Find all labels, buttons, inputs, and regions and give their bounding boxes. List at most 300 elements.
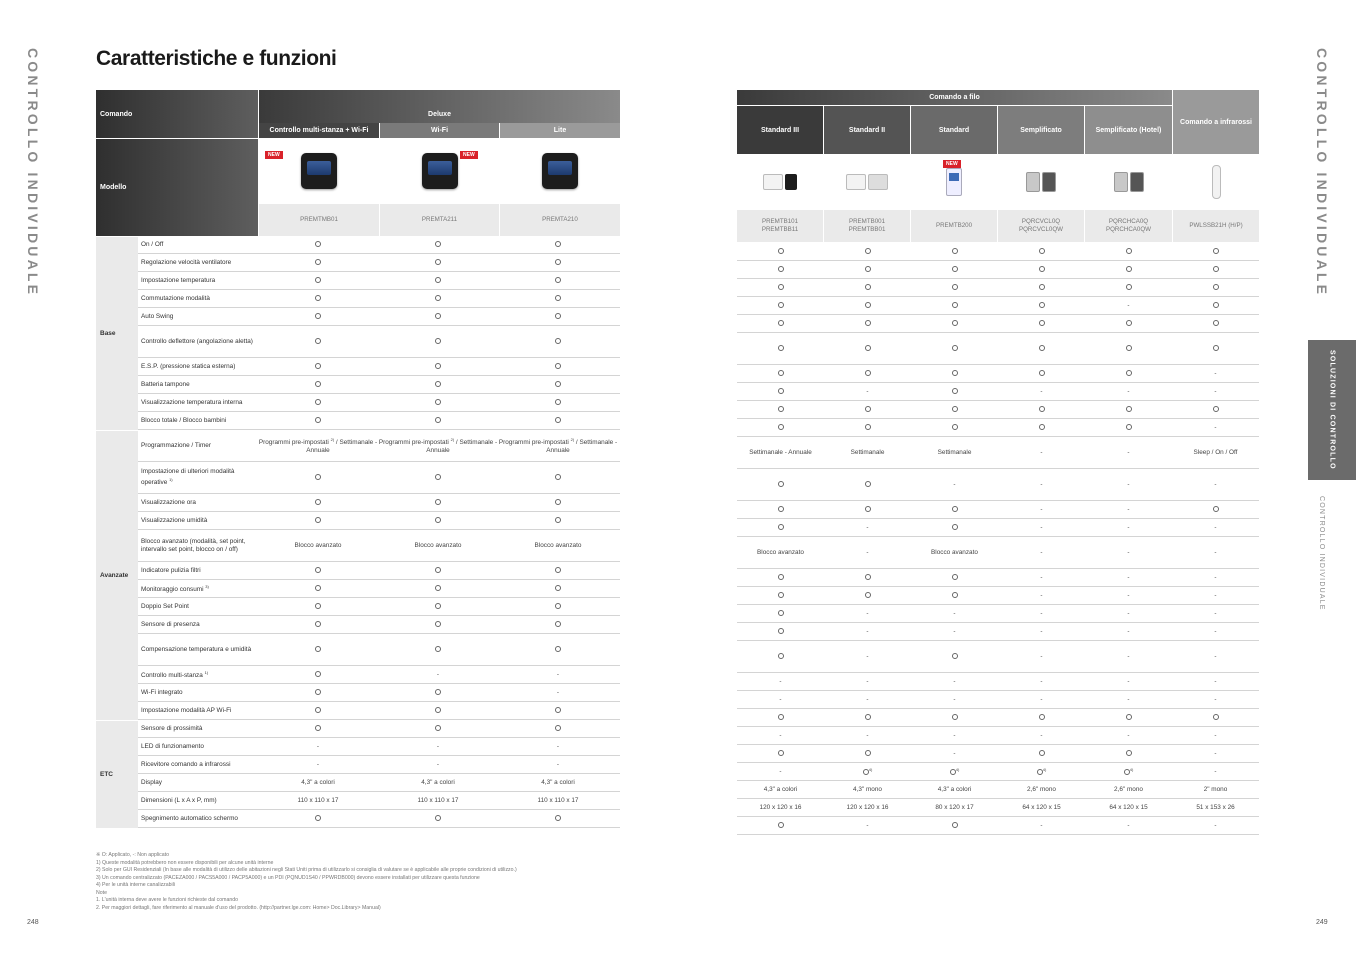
table-row <box>138 666 620 684</box>
table-cell: - <box>866 387 869 395</box>
circle-applied-icon <box>435 517 441 523</box>
comando-infrarossi-header: Comando a infrarossi <box>1173 90 1259 154</box>
feature-label: Monitoraggio consumi $^{3)}$ <box>141 583 209 594</box>
table-cell <box>498 313 618 321</box>
table-cell <box>498 295 618 303</box>
side-title-left: CONTROLLO INDIVIDUALE <box>25 48 41 298</box>
table-cell <box>1085 424 1172 432</box>
table-cell <box>258 313 378 321</box>
circle-applied-icon <box>435 689 441 695</box>
circle-applied-icon <box>555 338 561 344</box>
table-row <box>737 641 1259 673</box>
table-cell: - <box>556 670 560 678</box>
circle-applied-icon <box>952 345 958 351</box>
table-cell: - <box>1127 448 1130 456</box>
circle-applied-icon <box>1039 320 1045 326</box>
table-cell: - <box>1040 652 1043 660</box>
footnotes <box>96 852 517 912</box>
table-cell <box>911 406 998 414</box>
table-row <box>737 691 1259 709</box>
device-image-pqrchca0q <box>1085 156 1172 208</box>
circle-applied-icon <box>1126 406 1132 412</box>
table-cell: - <box>1127 573 1130 581</box>
table-cell: - <box>953 695 956 703</box>
table-cell <box>258 585 378 593</box>
table-cell <box>824 345 911 353</box>
circle-applied-icon <box>952 822 958 828</box>
table-row <box>737 781 1259 799</box>
circle-applied-icon <box>555 399 561 405</box>
new-badge: NEW <box>943 160 961 168</box>
circle-applied-icon <box>865 284 871 290</box>
table-cell <box>737 628 824 636</box>
table-cell <box>258 338 378 346</box>
table-cell <box>1172 284 1259 292</box>
table-cell: - <box>1214 548 1217 556</box>
table-row <box>737 763 1259 781</box>
footnote-line: Note <box>96 889 107 896</box>
table-cell: - <box>1127 731 1130 739</box>
table-cell: Programmi pre-impostati $^{2)}$ / Settimanale - Annuale <box>258 436 378 455</box>
circle-applied-icon <box>555 474 561 480</box>
footnote-line: 1) Queste modalità potrebbero non essere disponibili per alcune unità interne <box>96 859 274 866</box>
circle-applied-icon <box>1039 345 1045 351</box>
table-row <box>138 494 620 512</box>
table-cell: - <box>1127 523 1130 531</box>
table-row <box>737 333 1259 365</box>
table-cell <box>737 822 824 830</box>
table-cell <box>824 266 911 274</box>
col-semplificato-hotel: Semplificato (Hotel) <box>1085 106 1172 154</box>
table-cell: Settimanale <box>937 448 972 456</box>
device-image-premtb001 <box>824 156 910 208</box>
circle-applied-icon <box>555 707 561 713</box>
circle-applied-icon <box>315 399 321 405</box>
col-header-wifi: Wi-Fi <box>380 123 499 138</box>
table-cell: 2" mono <box>1203 785 1228 793</box>
table-cell <box>378 277 498 285</box>
circle-applied-icon <box>1039 302 1045 308</box>
table-cell <box>258 707 378 715</box>
table-cell <box>824 424 911 432</box>
circle-applied-icon <box>952 266 958 272</box>
controller-icon <box>1026 172 1040 192</box>
table-cell: 110 x 110 x 17 <box>417 796 459 804</box>
circle-applied-icon <box>778 610 784 616</box>
table-cell: - <box>866 695 869 703</box>
table-cell: - <box>866 652 869 660</box>
table-cell: - <box>1127 387 1130 395</box>
page-title: Caratteristiche e funzioni <box>96 47 337 70</box>
model-line: PREMTB101 PREMTBB11 <box>761 218 799 233</box>
table-cell <box>1085 714 1172 722</box>
left-table-header <box>96 90 620 236</box>
table-cell <box>378 585 498 593</box>
feature-label: Impostazione di ulteriori modalità operative $^{1)}$ <box>141 467 235 487</box>
circle-applied-icon <box>865 345 871 351</box>
circle-applied-icon <box>778 714 784 720</box>
table-cell <box>378 474 498 482</box>
circle-applied-icon <box>865 574 871 580</box>
new-badge: NEW <box>460 151 478 159</box>
circle-applied-icon <box>1039 284 1045 290</box>
circle-applied-icon <box>778 653 784 659</box>
table-cell <box>911 370 998 378</box>
table-cell: Blocco avanzato <box>931 548 978 556</box>
col-header-multistanza: Controllo multi-stanza + Wi-Fi <box>259 123 379 138</box>
table-cell: - <box>779 677 782 685</box>
circle-applied-icon <box>435 707 441 713</box>
comando-filo-header: Comando a filo <box>737 90 1172 105</box>
table-cell: Blocco avanzato <box>757 548 804 556</box>
circle-applied-icon <box>952 574 958 580</box>
side-tab-soluzioni[interactable]: SOLUZIONI DI CONTROLLO <box>1308 340 1356 480</box>
table-cell: 4) <box>911 766 998 777</box>
circle-applied-icon <box>952 653 958 659</box>
feature-label: Compensazione temperatura e umidità <box>141 645 252 653</box>
circle-applied-icon <box>952 388 958 394</box>
table-row <box>138 562 620 580</box>
table-row <box>138 308 620 326</box>
circle-applied-icon <box>1039 406 1045 412</box>
table-cell: - <box>866 731 869 739</box>
table-row <box>138 702 620 720</box>
table-row <box>138 738 620 756</box>
table-row <box>138 530 620 562</box>
feature-label: LED di funzionamento <box>141 742 204 750</box>
table-row <box>138 462 620 494</box>
table-cell <box>498 399 618 407</box>
circle-applied-icon <box>865 370 871 376</box>
table-cell <box>1085 750 1172 758</box>
circle-applied-icon <box>778 481 784 487</box>
table-row <box>737 315 1259 333</box>
table-cell <box>737 302 824 310</box>
table-row <box>138 430 620 462</box>
circle-applied-icon <box>1039 424 1045 430</box>
table-cell <box>1085 345 1172 353</box>
table-row <box>737 709 1259 727</box>
table-cell: 51 x 153 x 26 <box>1196 803 1235 811</box>
circle-applied-icon <box>555 646 561 652</box>
table-row <box>737 817 1259 835</box>
table-cell <box>911 714 998 722</box>
new-badge: NEW <box>265 151 283 159</box>
table-row <box>138 376 620 394</box>
table-cell: - <box>1214 695 1217 703</box>
circle-applied-icon <box>435 241 441 247</box>
circle-applied-icon <box>1213 302 1219 308</box>
table-cell: - <box>1214 369 1217 377</box>
table-cell <box>737 574 824 582</box>
table-cell: - <box>1214 609 1217 617</box>
table-row <box>737 537 1259 569</box>
table-cell <box>1085 266 1172 274</box>
feature-label: Batteria tampone <box>141 380 190 388</box>
deluxe-header: Deluxe <box>259 105 620 123</box>
table-cell <box>737 524 824 532</box>
table-cell <box>498 603 618 611</box>
circle-applied-icon <box>555 381 561 387</box>
table-cell <box>824 320 911 328</box>
feature-label: Wi-Fi integrato <box>141 688 183 696</box>
col-standard: Standard <box>911 106 997 154</box>
table-cell <box>378 363 498 371</box>
table-cell: - <box>1214 749 1217 757</box>
table-cell <box>258 417 378 425</box>
table-cell <box>498 646 618 654</box>
table-cell <box>824 592 911 600</box>
table-cell: Programmi pre-impostati $^{2)}$ / Settimanale - Annuale <box>378 436 498 455</box>
table-cell <box>258 689 378 697</box>
table-cell: Programmi pre-impostati $^{2)}$ / Settimanale - Annuale <box>498 436 618 455</box>
feature-label: Sensore di presenza <box>141 620 200 628</box>
table-cell: - <box>316 742 320 750</box>
circle-applied-icon <box>778 266 784 272</box>
table-cell <box>737 320 824 328</box>
table-cell <box>1172 714 1259 722</box>
model-line: PWLSSB21H (H/P) <box>1189 222 1243 229</box>
table-cell <box>1172 406 1259 414</box>
circle-applied-icon <box>435 295 441 301</box>
circle-applied-icon <box>315 567 321 573</box>
table-row <box>737 365 1259 383</box>
circle-applied-icon <box>865 506 871 512</box>
circle-applied-icon <box>555 567 561 573</box>
table-row <box>138 394 620 412</box>
table-cell: - <box>316 760 320 768</box>
table-cell: - <box>1214 731 1217 739</box>
table-cell: - <box>953 480 956 488</box>
table-cell: - <box>1040 609 1043 617</box>
circle-applied-icon <box>952 714 958 720</box>
device-image-premta210 <box>500 139 620 203</box>
table-cell <box>1172 248 1259 256</box>
circle-applied-icon <box>1126 750 1132 756</box>
circle-applied-icon <box>555 259 561 265</box>
table-cell: - <box>1127 677 1130 685</box>
controller-icon <box>1130 172 1144 192</box>
table-cell <box>498 417 618 425</box>
circle-applied-icon <box>435 277 441 283</box>
table-cell <box>824 714 911 722</box>
table-row <box>737 519 1259 537</box>
device-image-pqrcvcl0q <box>998 156 1084 208</box>
feature-label: Blocco avanzato (modalità, set point, intervallo set point, blocco on / off) <box>141 537 246 553</box>
table-cell: Sleep / On / Off <box>1193 448 1238 456</box>
feature-label: Impostazione modalità AP Wi-Fi <box>141 706 232 714</box>
table-cell <box>498 259 618 267</box>
feature-label: Auto Swing <box>141 312 174 320</box>
controller-icon <box>785 174 797 190</box>
table-cell <box>737 370 824 378</box>
table-cell <box>1085 320 1172 328</box>
table-cell: - <box>1214 677 1217 685</box>
table-cell: - <box>1127 548 1130 556</box>
circle-applied-icon <box>315 725 321 731</box>
circle-applied-icon <box>865 406 871 412</box>
deluxe-bar-top <box>259 90 620 105</box>
table-cell <box>378 381 498 389</box>
table-cell <box>737 406 824 414</box>
circle-applied-icon <box>435 313 441 319</box>
circle-applied-icon <box>315 381 321 387</box>
circle-applied-icon <box>778 424 784 430</box>
table-cell: - <box>556 760 560 768</box>
circle-applied-icon <box>1213 248 1219 254</box>
model-premtb101 <box>737 210 823 242</box>
circle-applied-icon <box>315 815 321 821</box>
circle-applied-icon <box>952 370 958 376</box>
table-row <box>138 616 620 634</box>
thermostat-icon <box>422 153 458 189</box>
circle-applied-icon <box>865 714 871 720</box>
table-cell <box>498 815 618 823</box>
col-standard-iii: Standard III <box>737 106 823 154</box>
circle-applied-icon <box>1039 248 1045 254</box>
table-cell: - <box>779 767 782 775</box>
table-cell: 110 x 110 x 17 <box>297 796 339 804</box>
table-cell: - <box>953 749 956 757</box>
table-cell: - <box>1040 480 1043 488</box>
table-cell <box>737 481 824 489</box>
group-label-etc: ETC <box>96 720 138 828</box>
table-cell <box>258 603 378 611</box>
table-cell: Settimanale - Annuale <box>749 448 812 456</box>
table-row <box>138 580 620 598</box>
table-cell <box>378 603 498 611</box>
circle-applied-icon <box>435 417 441 423</box>
table-row <box>737 469 1259 501</box>
controller-icon <box>1114 172 1128 192</box>
table-cell <box>498 499 618 507</box>
table-cell <box>998 714 1085 722</box>
circle-applied-icon <box>435 399 441 405</box>
circle-applied-icon <box>315 295 321 301</box>
model-pwlssb21h <box>1173 210 1259 242</box>
circle-applied-icon <box>778 388 784 394</box>
modello-header: Modello <box>96 139 258 236</box>
controller-icon <box>763 174 783 190</box>
right-table-header <box>737 90 1259 242</box>
circle-applied-icon <box>315 259 321 265</box>
table-cell <box>378 241 498 249</box>
circle-applied-icon <box>778 592 784 598</box>
table-cell <box>737 714 824 722</box>
table-row <box>737 437 1259 469</box>
table-cell <box>911 284 998 292</box>
table-cell <box>911 506 998 514</box>
feature-label: Controllo deflettore (angolazione aletta) <box>141 337 253 345</box>
circle-applied-icon <box>555 241 561 247</box>
table-cell: - <box>1040 573 1043 581</box>
circle-applied-icon <box>778 574 784 580</box>
circle-applied-icon <box>952 424 958 430</box>
table-cell <box>1172 266 1259 274</box>
table-cell <box>824 248 911 256</box>
table-cell <box>378 517 498 525</box>
table-cell <box>911 266 998 274</box>
circle-applied-icon <box>778 284 784 290</box>
device-image-premtmb01 <box>259 139 379 203</box>
circle-applied-icon <box>1213 284 1219 290</box>
table-cell: - <box>953 731 956 739</box>
model-line: PQRCHCA0Q PQRCHCA0QW <box>1105 218 1152 233</box>
circle-applied-icon <box>315 671 321 677</box>
table-cell: 4) <box>998 766 1085 777</box>
table-cell <box>737 592 824 600</box>
table-cell: - <box>1214 627 1217 635</box>
table-cell: 4,3" a colori <box>763 785 798 793</box>
table-row <box>737 799 1259 817</box>
feature-label: Impostazione temperatura <box>141 276 216 284</box>
table-row <box>138 598 620 616</box>
circle-applied-icon <box>1039 370 1045 376</box>
table-cell <box>737 750 824 758</box>
circle-applied-icon <box>1126 266 1132 272</box>
table-cell <box>824 750 911 758</box>
circle-applied-icon <box>315 707 321 713</box>
table-cell <box>998 302 1085 310</box>
table-cell <box>258 499 378 507</box>
circle-applied-icon <box>435 815 441 821</box>
table-cell <box>498 277 618 285</box>
circle-applied-icon <box>435 381 441 387</box>
table-cell <box>911 302 998 310</box>
table-cell: - <box>953 609 956 617</box>
circle-applied-icon <box>1213 714 1219 720</box>
table-cell: - <box>953 627 956 635</box>
table-row <box>737 605 1259 623</box>
table-cell <box>258 474 378 482</box>
table-cell <box>824 574 911 582</box>
table-cell: 80 x 120 x 17 <box>935 803 974 811</box>
circle-applied-icon <box>1213 266 1219 272</box>
circle-applied-icon <box>778 406 784 412</box>
circle-applied-icon <box>1039 750 1045 756</box>
footnote-line: 2. Per maggiori dettagli, fare riferimento al manuale d'uso del prodotto. (http://partner.lge.com: Home> Doc.Library> Manual) <box>96 904 381 911</box>
table-cell <box>498 621 618 629</box>
group-label-base: Base <box>96 236 138 430</box>
table-cell <box>1172 345 1259 353</box>
table-row <box>138 792 620 810</box>
table-cell <box>258 646 378 654</box>
side-tab-controllo[interactable]: CONTROLLO INDIVIDUALE <box>1318 496 1325 611</box>
table-cell <box>911 574 998 582</box>
circle-applied-icon <box>778 750 784 756</box>
table-cell: 4,3" mono <box>853 785 882 793</box>
table-cell <box>998 266 1085 274</box>
table-cell: - <box>1127 821 1130 829</box>
table-cell: - <box>1040 821 1043 829</box>
circle-applied-icon <box>865 424 871 430</box>
circle-applied-icon <box>952 248 958 254</box>
table-cell <box>824 370 911 378</box>
table-cell: - <box>1127 505 1130 513</box>
table-cell: - <box>866 609 869 617</box>
circle-applied-icon <box>952 406 958 412</box>
table-cell: Blocco avanzato <box>294 541 342 549</box>
circle-applied-icon <box>435 621 441 627</box>
feature-label: Display <box>141 778 162 786</box>
model-premtb200 <box>911 210 997 242</box>
table-cell: - <box>866 523 869 531</box>
table-cell <box>737 653 824 661</box>
circle-applied-icon <box>555 499 561 505</box>
table-cell: - <box>436 670 440 678</box>
table-cell <box>998 750 1085 758</box>
circle-applied-icon <box>865 592 871 598</box>
